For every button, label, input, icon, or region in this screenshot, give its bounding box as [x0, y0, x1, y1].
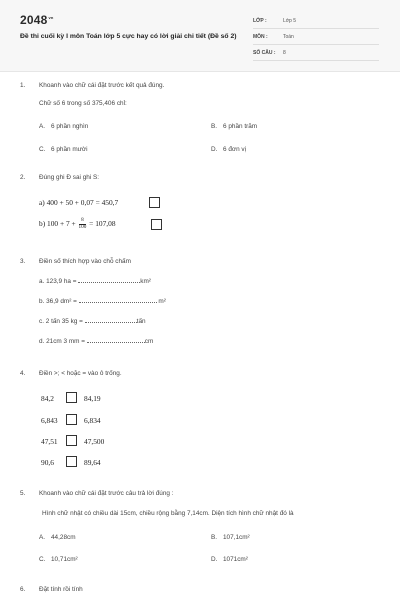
- q1-option-c[interactable]: C. 6 phần mười: [39, 146, 88, 153]
- q2-statement-b: b) 100 + 7 + $\frac{8}{100}$ = 107,08: [39, 217, 116, 230]
- meta-subject: MÔN : Toán: [253, 32, 379, 45]
- q3-item-a: a. 123,9 ha = km²: [39, 278, 151, 285]
- q5-option-d[interactable]: D. 1071cm²: [211, 556, 248, 563]
- q4-compare-box-1[interactable]: [66, 392, 77, 403]
- q5-option-c[interactable]: C. 10,71cm²: [39, 556, 78, 563]
- exam-title: Đề thi cuối kỳ I môn Toán lớp 5 cực hay có lời giải chi tiết (Đề số 2): [20, 33, 237, 40]
- q5-option-b[interactable]: B. 107,1cm²: [211, 534, 250, 541]
- q2-statement-a: a) 400 + 50 + 0,07 = 450,7: [39, 198, 119, 207]
- q4-compare-box-2[interactable]: [66, 414, 77, 425]
- q5-option-a[interactable]: A. 44,28cm: [39, 534, 76, 541]
- q2-fraction: $\frac{8}{100}$: [78, 217, 87, 230]
- page-header: [0, 0, 400, 72]
- q1-option-a[interactable]: A. 6 phần nghìn: [39, 123, 89, 130]
- q3-item-b: b. 36,9 dm² = m²: [39, 298, 166, 305]
- exam-meta: [253, 16, 379, 64]
- meta-grade: LỚP : Lớp 5: [253, 16, 379, 29]
- q2-answer-box-a[interactable]: [149, 197, 160, 208]
- meta-question-count: SỐ CÂU : 8: [253, 48, 379, 61]
- q1-option-b[interactable]: B. 6 phần trăm: [211, 123, 258, 130]
- q3-item-d: d. 21cm 3 mm = cm: [39, 338, 154, 345]
- q4-compare-box-4[interactable]: [66, 456, 77, 467]
- q2-answer-box-b[interactable]: [151, 219, 162, 230]
- site-logo[interactable]: $2048^{vn}$: [20, 13, 54, 27]
- q3-item-c: c. 2 tấn 35 kg = tấn: [39, 318, 146, 325]
- q1-option-d[interactable]: D. 6 đơn vị: [211, 146, 247, 153]
- q4-compare-box-3[interactable]: [66, 435, 77, 446]
